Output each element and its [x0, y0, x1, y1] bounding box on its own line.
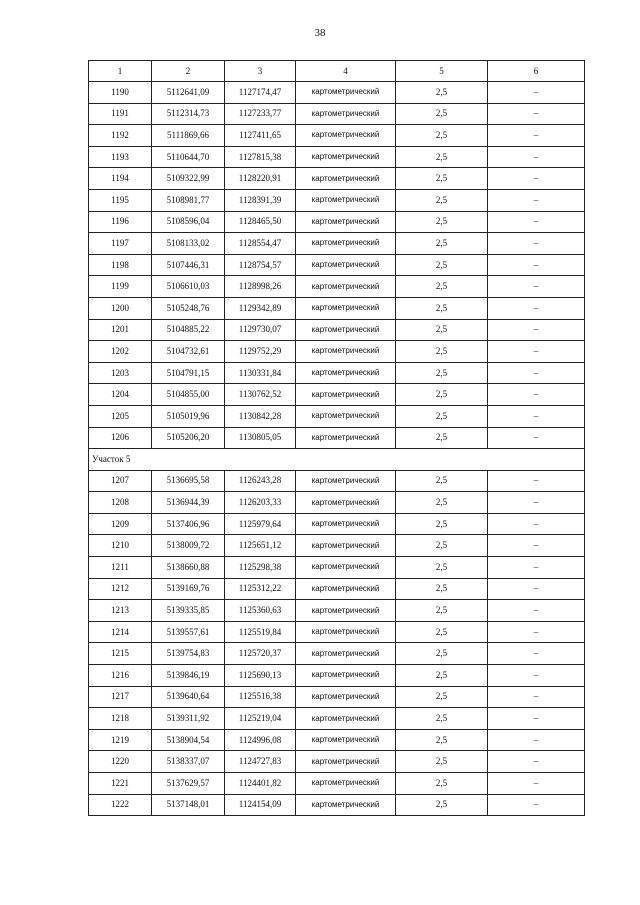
point-number-cell: 1215	[89, 643, 152, 665]
y-coordinate-cell: 1125516,38	[225, 686, 296, 708]
x-coordinate-cell: 5139640,64	[152, 686, 225, 708]
description-cell: –	[488, 125, 585, 147]
table-row	[89, 600, 585, 622]
table-row	[89, 470, 585, 492]
y-coordinate-cell: 1129730,07	[225, 319, 296, 341]
x-coordinate-cell: 5108596,04	[152, 211, 225, 233]
accuracy-cell: 2,5	[396, 233, 488, 255]
y-coordinate-cell: 1130331,84	[225, 362, 296, 384]
accuracy-cell: 2,5	[396, 470, 488, 492]
point-number-cell: 1220	[89, 751, 152, 773]
table-row	[89, 773, 585, 795]
point-number-cell: 1193	[89, 146, 152, 168]
method-cell: картометрический	[296, 82, 396, 104]
point-number-cell: 1191	[89, 103, 152, 125]
table-row	[89, 168, 585, 190]
accuracy-cell: 2,5	[396, 189, 488, 211]
method-cell: картометрический	[296, 665, 396, 687]
description-cell: –	[488, 427, 585, 449]
y-coordinate-cell: 1124727,83	[225, 751, 296, 773]
point-number-cell: 1208	[89, 492, 152, 514]
y-coordinate-cell: 1125519,84	[225, 621, 296, 643]
x-coordinate-cell: 5104791,15	[152, 362, 225, 384]
point-number-cell: 1218	[89, 708, 152, 730]
point-number-cell: 1199	[89, 276, 152, 298]
method-cell: картометрический	[296, 492, 396, 514]
table-header-row	[89, 61, 585, 82]
table-body	[89, 82, 585, 816]
y-coordinate-cell: 1126243,28	[225, 470, 296, 492]
coordinates-table	[88, 60, 585, 816]
y-coordinate-cell: 1124154,09	[225, 794, 296, 816]
description-cell: –	[488, 470, 585, 492]
description-cell: –	[488, 405, 585, 427]
x-coordinate-cell: 5112641,09	[152, 82, 225, 104]
point-number-cell: 1214	[89, 621, 152, 643]
description-cell: –	[488, 103, 585, 125]
column-header: 1	[89, 61, 152, 82]
method-cell: картометрический	[296, 103, 396, 125]
point-number-cell: 1217	[89, 686, 152, 708]
accuracy-cell: 2,5	[396, 211, 488, 233]
point-number-cell: 1209	[89, 513, 152, 535]
method-cell: картометрический	[296, 621, 396, 643]
description-cell: –	[488, 168, 585, 190]
accuracy-cell: 2,5	[396, 168, 488, 190]
x-coordinate-cell: 5105248,76	[152, 297, 225, 319]
y-coordinate-cell: 1125298,38	[225, 557, 296, 579]
description-cell: –	[488, 729, 585, 751]
x-coordinate-cell: 5136944,39	[152, 492, 225, 514]
description-cell: –	[488, 362, 585, 384]
y-coordinate-cell: 1128465,50	[225, 211, 296, 233]
accuracy-cell: 2,5	[396, 492, 488, 514]
accuracy-cell: 2,5	[396, 384, 488, 406]
method-cell: картометрический	[296, 276, 396, 298]
description-cell: –	[488, 708, 585, 730]
description-cell: –	[488, 773, 585, 795]
table-row	[89, 254, 585, 276]
x-coordinate-cell: 5137148,01	[152, 794, 225, 816]
y-coordinate-cell: 1125360,63	[225, 600, 296, 622]
method-cell: картометрический	[296, 125, 396, 147]
section-row	[89, 449, 585, 471]
description-cell: –	[488, 600, 585, 622]
point-number-cell: 1205	[89, 405, 152, 427]
description-cell: –	[488, 276, 585, 298]
x-coordinate-cell: 5138660,88	[152, 557, 225, 579]
point-number-cell: 1202	[89, 341, 152, 363]
table-row	[89, 276, 585, 298]
x-coordinate-cell: 5139335,85	[152, 600, 225, 622]
y-coordinate-cell: 1128754,57	[225, 254, 296, 276]
column-header: 6	[488, 61, 585, 82]
point-number-cell: 1194	[89, 168, 152, 190]
description-cell: –	[488, 384, 585, 406]
method-cell: картометрический	[296, 427, 396, 449]
point-number-cell: 1216	[89, 665, 152, 687]
accuracy-cell: 2,5	[396, 82, 488, 104]
table-row	[89, 665, 585, 687]
method-cell: картометрический	[296, 168, 396, 190]
accuracy-cell: 2,5	[396, 319, 488, 341]
y-coordinate-cell: 1125979,64	[225, 513, 296, 535]
description-cell: –	[488, 578, 585, 600]
method-cell: картометрический	[296, 362, 396, 384]
table-row	[89, 794, 585, 816]
y-coordinate-cell: 1125651,12	[225, 535, 296, 557]
y-coordinate-cell: 1125312,22	[225, 578, 296, 600]
accuracy-cell: 2,5	[396, 686, 488, 708]
y-coordinate-cell: 1129342,89	[225, 297, 296, 319]
accuracy-cell: 2,5	[396, 578, 488, 600]
accuracy-cell: 2,5	[396, 276, 488, 298]
x-coordinate-cell: 5138904,54	[152, 729, 225, 751]
point-number-cell: 1203	[89, 362, 152, 384]
x-coordinate-cell: 5137629,57	[152, 773, 225, 795]
description-cell: –	[488, 557, 585, 579]
x-coordinate-cell: 5104732,61	[152, 341, 225, 363]
column-header: 3	[225, 61, 296, 82]
description-cell: –	[488, 297, 585, 319]
table-row	[89, 233, 585, 255]
x-coordinate-cell: 5112314,73	[152, 103, 225, 125]
method-cell: картометрический	[296, 708, 396, 730]
point-number-cell: 1192	[89, 125, 152, 147]
y-coordinate-cell: 1130762,52	[225, 384, 296, 406]
table-row	[89, 686, 585, 708]
table-row	[89, 621, 585, 643]
point-number-cell: 1211	[89, 557, 152, 579]
method-cell: картометрический	[296, 233, 396, 255]
accuracy-cell: 2,5	[396, 254, 488, 276]
x-coordinate-cell: 5108981,77	[152, 189, 225, 211]
y-coordinate-cell: 1124401,82	[225, 773, 296, 795]
x-coordinate-cell: 5105019,96	[152, 405, 225, 427]
x-coordinate-cell: 5139754,83	[152, 643, 225, 665]
accuracy-cell: 2,5	[396, 729, 488, 751]
accuracy-cell: 2,5	[396, 146, 488, 168]
accuracy-cell: 2,5	[396, 794, 488, 816]
accuracy-cell: 2,5	[396, 125, 488, 147]
method-cell: картометрический	[296, 513, 396, 535]
table-row	[89, 384, 585, 406]
x-coordinate-cell: 5104855,00	[152, 384, 225, 406]
table-row	[89, 751, 585, 773]
section-title: Участок 5	[89, 449, 585, 471]
x-coordinate-cell: 5138009,72	[152, 535, 225, 557]
y-coordinate-cell: 1128220,91	[225, 168, 296, 190]
description-cell: –	[488, 319, 585, 341]
accuracy-cell: 2,5	[396, 665, 488, 687]
method-cell: картометрический	[296, 405, 396, 427]
method-cell: картометрический	[296, 254, 396, 276]
table-row	[89, 82, 585, 104]
point-number-cell: 1210	[89, 535, 152, 557]
table-row	[89, 578, 585, 600]
description-cell: –	[488, 513, 585, 535]
table-row	[89, 319, 585, 341]
table-row	[89, 297, 585, 319]
accuracy-cell: 2,5	[396, 600, 488, 622]
point-number-cell: 1200	[89, 297, 152, 319]
description-cell: –	[488, 189, 585, 211]
method-cell: картометрический	[296, 729, 396, 751]
accuracy-cell: 2,5	[396, 557, 488, 579]
description-cell: –	[488, 341, 585, 363]
table-row	[89, 643, 585, 665]
method-cell: картометрический	[296, 319, 396, 341]
method-cell: картометрический	[296, 384, 396, 406]
accuracy-cell: 2,5	[396, 341, 488, 363]
x-coordinate-cell: 5139846,19	[152, 665, 225, 687]
accuracy-cell: 2,5	[396, 535, 488, 557]
x-coordinate-cell: 5109322,99	[152, 168, 225, 190]
point-number-cell: 1221	[89, 773, 152, 795]
table-row	[89, 513, 585, 535]
column-header: 4	[296, 61, 396, 82]
y-coordinate-cell: 1130842,28	[225, 405, 296, 427]
x-coordinate-cell: 5110644,70	[152, 146, 225, 168]
description-cell: –	[488, 492, 585, 514]
y-coordinate-cell: 1130805,05	[225, 427, 296, 449]
y-coordinate-cell: 1129752,29	[225, 341, 296, 363]
description-cell: –	[488, 665, 585, 687]
description-cell: –	[488, 146, 585, 168]
description-cell: –	[488, 621, 585, 643]
table-row	[89, 405, 585, 427]
column-header: 5	[396, 61, 488, 82]
y-coordinate-cell: 1128554,47	[225, 233, 296, 255]
table-row	[89, 146, 585, 168]
point-number-cell: 1196	[89, 211, 152, 233]
accuracy-cell: 2,5	[396, 751, 488, 773]
table-row	[89, 211, 585, 233]
description-cell: –	[488, 643, 585, 665]
point-number-cell: 1207	[89, 470, 152, 492]
table-row	[89, 189, 585, 211]
description-cell: –	[488, 254, 585, 276]
description-cell: –	[488, 82, 585, 104]
accuracy-cell: 2,5	[396, 427, 488, 449]
accuracy-cell: 2,5	[396, 405, 488, 427]
point-number-cell: 1195	[89, 189, 152, 211]
point-number-cell: 1206	[89, 427, 152, 449]
method-cell: картометрический	[296, 751, 396, 773]
description-cell: –	[488, 211, 585, 233]
x-coordinate-cell: 5139169,76	[152, 578, 225, 600]
accuracy-cell: 2,5	[396, 297, 488, 319]
method-cell: картометрический	[296, 189, 396, 211]
x-coordinate-cell: 5107446,31	[152, 254, 225, 276]
x-coordinate-cell: 5138337,07	[152, 751, 225, 773]
point-number-cell: 1204	[89, 384, 152, 406]
y-coordinate-cell: 1125720,37	[225, 643, 296, 665]
x-coordinate-cell: 5105206,20	[152, 427, 225, 449]
method-cell: картометрический	[296, 794, 396, 816]
table-row	[89, 362, 585, 384]
accuracy-cell: 2,5	[396, 773, 488, 795]
point-number-cell: 1212	[89, 578, 152, 600]
method-cell: картометрический	[296, 578, 396, 600]
point-number-cell: 1219	[89, 729, 152, 751]
x-coordinate-cell: 5137406,96	[152, 513, 225, 535]
y-coordinate-cell: 1124996,08	[225, 729, 296, 751]
y-coordinate-cell: 1125690,13	[225, 665, 296, 687]
point-number-cell: 1198	[89, 254, 152, 276]
x-coordinate-cell: 5139557,61	[152, 621, 225, 643]
x-coordinate-cell: 5111869,66	[152, 125, 225, 147]
accuracy-cell: 2,5	[396, 621, 488, 643]
method-cell: картометрический	[296, 643, 396, 665]
accuracy-cell: 2,5	[396, 708, 488, 730]
table-row	[89, 729, 585, 751]
y-coordinate-cell: 1127174,47	[225, 82, 296, 104]
description-cell: –	[488, 794, 585, 816]
method-cell: картометрический	[296, 557, 396, 579]
method-cell: картометрический	[296, 535, 396, 557]
accuracy-cell: 2,5	[396, 103, 488, 125]
method-cell: картометрический	[296, 211, 396, 233]
method-cell: картометрический	[296, 773, 396, 795]
y-coordinate-cell: 1126203,33	[225, 492, 296, 514]
table-row	[89, 708, 585, 730]
page-number: 38	[314, 27, 326, 39]
method-cell: картометрический	[296, 470, 396, 492]
accuracy-cell: 2,5	[396, 362, 488, 384]
y-coordinate-cell: 1127233,77	[225, 103, 296, 125]
accuracy-cell: 2,5	[396, 643, 488, 665]
y-coordinate-cell: 1127411,65	[225, 125, 296, 147]
method-cell: картометрический	[296, 341, 396, 363]
description-cell: –	[488, 535, 585, 557]
point-number-cell: 1201	[89, 319, 152, 341]
method-cell: картометрический	[296, 297, 396, 319]
x-coordinate-cell: 5104885,22	[152, 319, 225, 341]
description-cell: –	[488, 686, 585, 708]
table-row	[89, 535, 585, 557]
y-coordinate-cell: 1128391,39	[225, 189, 296, 211]
method-cell: картометрический	[296, 146, 396, 168]
point-number-cell: 1213	[89, 600, 152, 622]
point-number-cell: 1197	[89, 233, 152, 255]
method-cell: картометрический	[296, 686, 396, 708]
table-row	[89, 557, 585, 579]
description-cell: –	[488, 751, 585, 773]
method-cell: картометрический	[296, 600, 396, 622]
y-coordinate-cell: 1125219,04	[225, 708, 296, 730]
table-row	[89, 341, 585, 363]
point-number-cell: 1190	[89, 82, 152, 104]
x-coordinate-cell: 5106610,03	[152, 276, 225, 298]
point-number-cell: 1222	[89, 794, 152, 816]
y-coordinate-cell: 1127815,38	[225, 146, 296, 168]
y-coordinate-cell: 1128998,26	[225, 276, 296, 298]
accuracy-cell: 2,5	[396, 513, 488, 535]
x-coordinate-cell: 5139311,92	[152, 708, 225, 730]
table-row	[89, 492, 585, 514]
table-row	[89, 103, 585, 125]
table-row	[89, 427, 585, 449]
table-row	[89, 125, 585, 147]
column-header: 2	[152, 61, 225, 82]
description-cell: –	[488, 233, 585, 255]
x-coordinate-cell: 5108133,02	[152, 233, 225, 255]
x-coordinate-cell: 5136695,58	[152, 470, 225, 492]
